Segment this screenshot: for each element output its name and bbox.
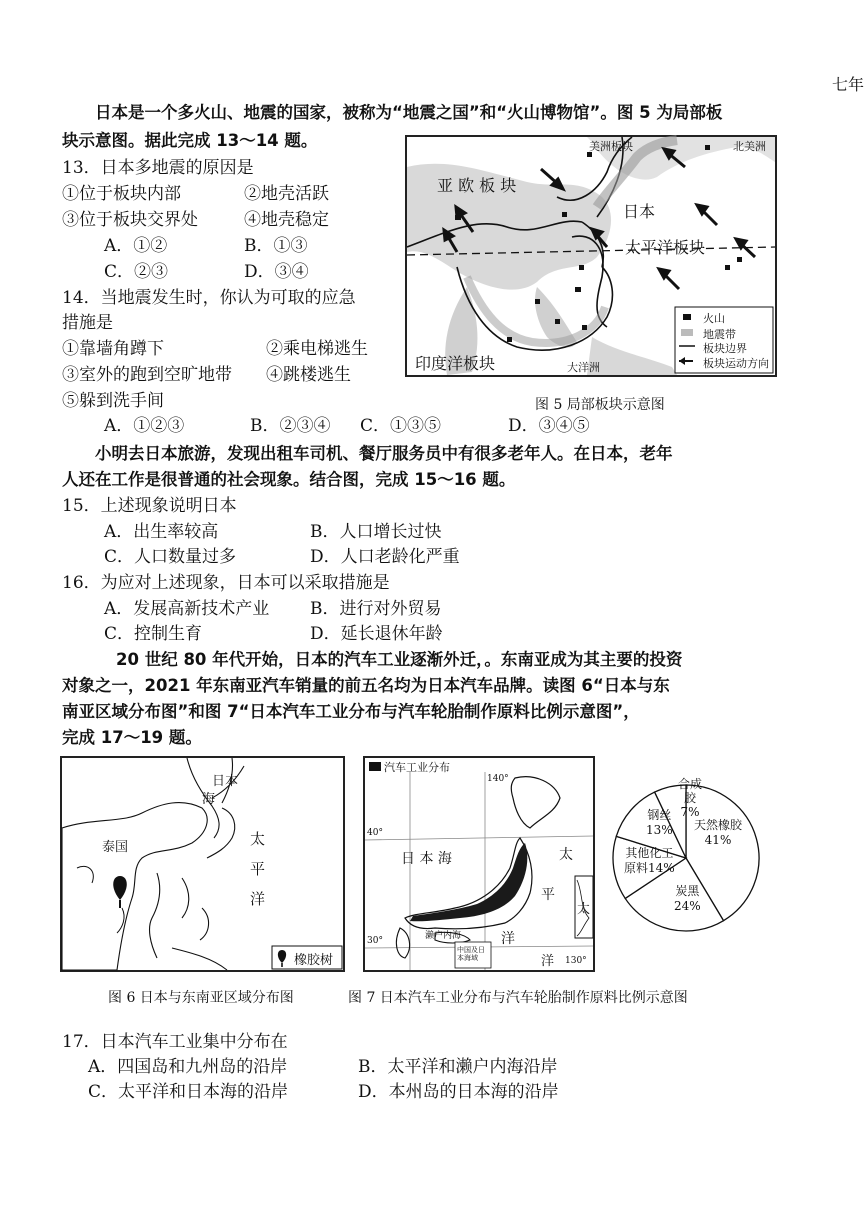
pie-label-carbon-black: 炭黑 24% bbox=[674, 884, 701, 913]
legend-volcano: 火山 bbox=[703, 312, 725, 325]
q14-statement-5: ⑤躲到洗手间 bbox=[62, 391, 164, 411]
fig6-label-sea: 海 bbox=[202, 792, 216, 807]
intro-paragraph-3-line-1: 20 世纪 80 年代开始，日本的汽车工业逐渐外迁，。东南亚成为其主要的投资 bbox=[116, 650, 683, 669]
intro-paragraph-3-line-4: 完成 17～19 题。 bbox=[62, 728, 202, 747]
figure-7-japan-auto-industry-map bbox=[363, 756, 595, 972]
legend-quake-belt: 地震带 bbox=[703, 328, 736, 341]
fig6-label-pacific-3: 洋 bbox=[250, 890, 266, 908]
fig7-label-pacific-d: 太 bbox=[577, 902, 591, 917]
intro-paragraph-2-line-2: 人还在工作是很普通的社会现象。结合图，完成 15～16 题。 bbox=[62, 470, 516, 489]
legend-direction: 板块运动方向 bbox=[703, 357, 769, 370]
q17-option-a[interactable]: A．四国岛和九州岛的沿岸 bbox=[88, 1057, 288, 1077]
figure-6-caption: 图 6 日本与东南亚区域分布图 bbox=[108, 990, 294, 1006]
fig6-label-thailand: 泰国 bbox=[102, 840, 129, 855]
pie-label-steel-wire: 钢丝 13% bbox=[646, 808, 673, 837]
intro-paragraph-1-line-1: 日本是一个多火山、地震的国家，被称为“地震之国”和“火山博物馆”。图 5 为局部板 bbox=[95, 103, 723, 122]
label-japan: 日本 bbox=[623, 202, 656, 221]
q14-option-a[interactable]: A．①②③ bbox=[104, 416, 185, 436]
pie-label-natural-rubber: 天然橡胶 41% bbox=[694, 818, 743, 847]
q13-statement-2: ②地壳活跃 bbox=[244, 184, 329, 204]
tire-material-pie-chart bbox=[612, 762, 772, 972]
figure-5-plate-map bbox=[405, 135, 777, 377]
question-16-stem: 16．为应对上述现象，日本可以采取措施是 bbox=[62, 573, 390, 593]
intro-paragraph-3-line-2: 对象之一，2021 年东南亚汽车销量的前五名均为日本汽车品牌。读图 6“日本与东 bbox=[62, 676, 670, 695]
fig6-label-pacific-1: 太 bbox=[250, 830, 266, 848]
q14-statement-2: ②乘电梯逃生 bbox=[266, 339, 368, 359]
q14-option-b[interactable]: B．②③④ bbox=[250, 416, 331, 436]
q15-option-d[interactable]: D．人口老龄化严重 bbox=[310, 547, 460, 567]
q13-statement-3: ③位于板块交界处 bbox=[62, 210, 198, 230]
label-america-plate: 美洲板块 bbox=[589, 140, 633, 153]
q13-option-c[interactable]: C．②③ bbox=[104, 262, 169, 282]
intro-paragraph-3-line-3: 南亚区域分布图”和图 7“日本汽车工业分布与汽车轮胎制作原料比例示意图”， bbox=[62, 702, 640, 721]
q17-option-d[interactable]: D．本州岛的日本海的沿岸 bbox=[358, 1082, 559, 1102]
q17-option-c[interactable]: C．太平洋和日本海的沿岸 bbox=[88, 1082, 289, 1102]
q14-statement-4: ④跳楼逃生 bbox=[266, 365, 351, 385]
q15-option-a[interactable]: A．出生率较高 bbox=[104, 522, 219, 542]
fig7-label-sea-of-japan: 日 本 海 bbox=[401, 851, 452, 867]
label-indian-plate: 印度洋板块 bbox=[415, 354, 496, 373]
label-pacific-plate: 太平洋板块 bbox=[625, 238, 706, 257]
label-oceania: 大洋洲 bbox=[567, 361, 600, 374]
figure-7-caption: 图 7 日本汽车工业分布与汽车轮胎制作原料比例示意图 bbox=[348, 990, 688, 1006]
q17-option-b[interactable]: B．太平洋和濑户内海沿岸 bbox=[358, 1057, 558, 1077]
fig7-map-graphic bbox=[365, 758, 593, 970]
question-13-stem: 13．日本多地震的原因是 bbox=[62, 158, 254, 178]
fig7-label-seto-inland-sea: 濑户内海 bbox=[425, 931, 462, 941]
fig6-label-pacific-2: 平 bbox=[250, 860, 266, 878]
fig7-label-pacific-e: 洋 bbox=[541, 954, 555, 969]
q16-option-b[interactable]: B．进行对外贸易 bbox=[310, 599, 442, 619]
legend-boundary: 板块边界 bbox=[703, 342, 747, 355]
fig6-label-japan: 日本 bbox=[212, 774, 239, 789]
figure-6-japan-southeast-asia-map bbox=[60, 756, 345, 972]
q14-option-c[interactable]: C．①③⑤ bbox=[360, 416, 442, 436]
question-15-stem: 15．上述现象说明日本 bbox=[62, 496, 237, 516]
q15-option-b[interactable]: B．人口增长过快 bbox=[310, 522, 442, 542]
q13-statement-1: ①位于板块内部 bbox=[62, 184, 181, 204]
fig7-label-pacific-b: 平 bbox=[541, 887, 555, 903]
fig7-lat-40: 40° bbox=[367, 828, 383, 838]
fig7-label-pacific-c: 洋 bbox=[501, 931, 515, 947]
fig7-label-pacific-a: 太 bbox=[559, 847, 573, 863]
question-14-stem-line-2: 措施是 bbox=[62, 313, 113, 333]
intro-paragraph-2-line-1: 小明去日本旅游，发现出租车司机、餐厅服务员中有很多老年人。在日本，老年 bbox=[95, 444, 673, 463]
intro-paragraph-1-line-2: 块示意图。据此完成 13～14 题。 bbox=[62, 131, 318, 150]
fig7-inset-label: 中国及日本海域 bbox=[457, 946, 485, 962]
question-14-stem-line-1: 14．当地震发生时，你认为可取的应急 bbox=[62, 288, 356, 308]
fig7-lon-130: 130° bbox=[565, 956, 587, 966]
fig7-lat-30: 30° bbox=[367, 936, 383, 946]
q16-option-d[interactable]: D．延长退休年龄 bbox=[310, 624, 443, 644]
pie-label-synthetic-rubber: 合成 胶 7% bbox=[678, 777, 703, 819]
label-north-america: 北美洲 bbox=[733, 140, 766, 153]
q15-option-c[interactable]: C．人口数量过多 bbox=[104, 547, 237, 567]
q13-option-a[interactable]: A．①② bbox=[104, 236, 168, 256]
q14-statement-1: ①靠墙角蹲下 bbox=[62, 339, 164, 359]
figure-5-caption: 图 5 局部板块示意图 bbox=[535, 397, 665, 413]
pie-label-other-chemicals: 其他化工 原料14% bbox=[624, 846, 675, 875]
fig6-legend-rubber-tree: 橡胶树 bbox=[294, 953, 334, 968]
q16-option-c[interactable]: C．控制生育 bbox=[104, 624, 203, 644]
q13-option-d[interactable]: D．③④ bbox=[244, 262, 309, 282]
q13-statement-4: ④地壳稳定 bbox=[244, 210, 329, 230]
q14-statement-3: ③室外的跑到空旷地带 bbox=[62, 365, 232, 385]
fig7-lon-140: 140° bbox=[487, 774, 509, 784]
q16-option-a[interactable]: A．发展高新技术产业 bbox=[104, 599, 270, 619]
q13-option-b[interactable]: B．①③ bbox=[244, 236, 308, 256]
q14-option-d[interactable]: D．③④⑤ bbox=[508, 416, 590, 436]
page-corner-mark: 七年 bbox=[832, 75, 864, 94]
label-eurasian-plate: 亚 欧 板 块 bbox=[437, 176, 517, 195]
question-17-stem: 17．日本汽车工业集中分布在 bbox=[62, 1032, 288, 1052]
fig7-legend-auto-industry: 汽车工业分布 bbox=[384, 761, 450, 774]
